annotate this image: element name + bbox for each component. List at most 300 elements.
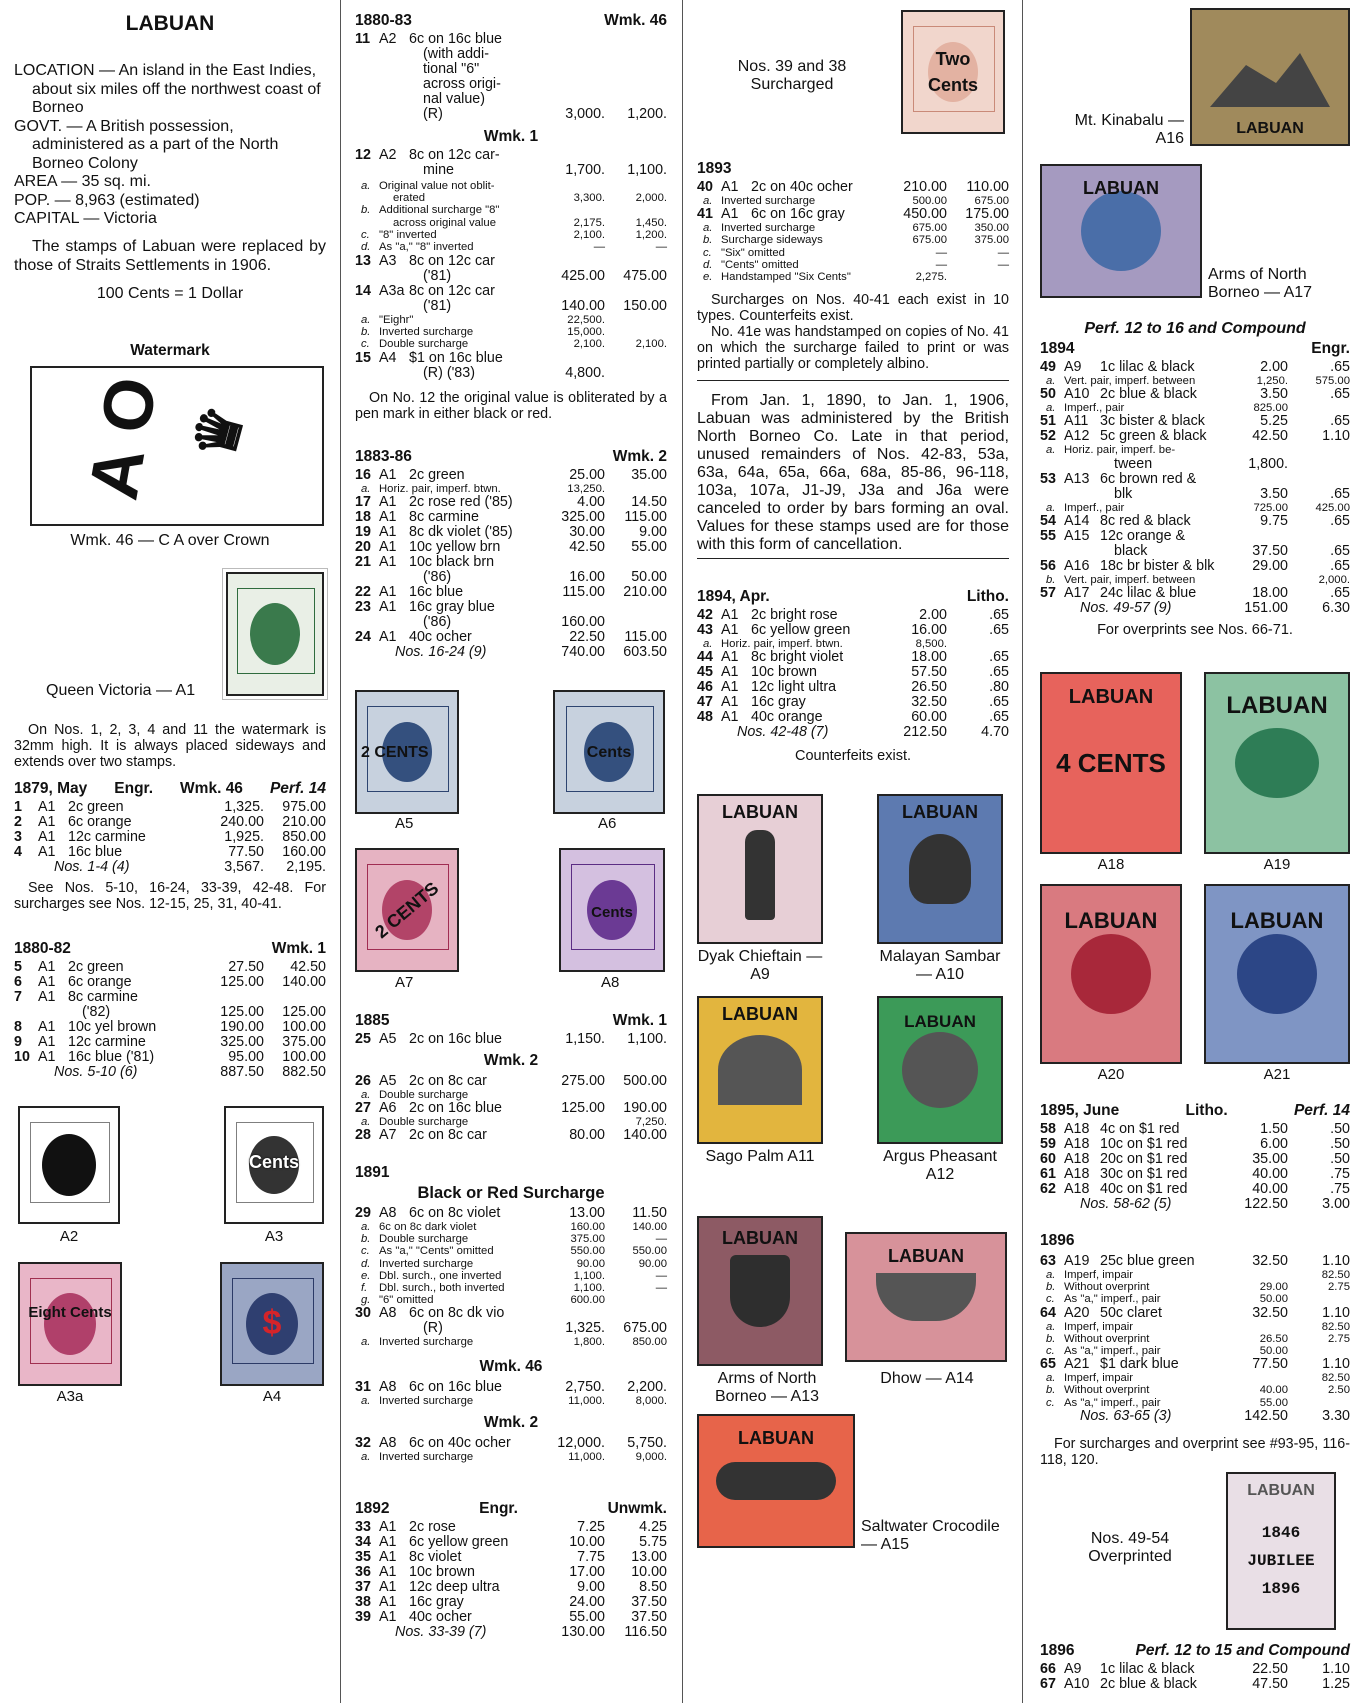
- description: 10c brown: [751, 665, 817, 681]
- table-row: [1040, 1152, 1350, 1167]
- unused-value: 1,325.: [224, 799, 264, 815]
- stamp-a9: [697, 794, 823, 944]
- a12-caption: Argus Pheasant A12: [883, 1148, 997, 1183]
- cat-no: 64: [1040, 1304, 1056, 1321]
- table-row: [1040, 586, 1350, 601]
- cat-no: a.: [1046, 402, 1056, 415]
- description: As "a," imperf., pair: [1064, 1293, 1161, 1306]
- design: A21: [1064, 1356, 1090, 1373]
- used-value: .75: [1330, 1181, 1350, 1197]
- unused-value: 30.00: [569, 524, 605, 541]
- used-value: .65: [1330, 413, 1350, 430]
- used-value: 140.00: [282, 974, 326, 990]
- design: A1: [379, 584, 397, 601]
- used-value: 11.50: [632, 1205, 667, 1221]
- cat-no: 50: [1040, 386, 1056, 403]
- cat-no: d.: [361, 1257, 371, 1270]
- table-row: [355, 254, 667, 269]
- description: 1c lilac & black: [1100, 360, 1195, 375]
- design: A1: [379, 1564, 397, 1580]
- description: 8c violet: [409, 1550, 462, 1565]
- crown-icon: ♛: [179, 397, 259, 468]
- unused-value: 10.00: [569, 1534, 605, 1550]
- design: A1: [379, 539, 397, 556]
- unused-value: [537, 555, 605, 570]
- table-13-15: [355, 254, 667, 381]
- cat-no: 38: [355, 1594, 371, 1610]
- sago-palm-icon: [718, 1035, 802, 1105]
- cat-no: e.: [703, 271, 713, 284]
- surcharge-text: Cents: [591, 904, 633, 921]
- info-area: AREA — 35 sq. mi.: [14, 173, 151, 190]
- issue-year: 1895, June: [1040, 1102, 1120, 1119]
- used-value: 550.00: [632, 1245, 667, 1258]
- unused-value: 9.00: [577, 1579, 605, 1595]
- table-row: [355, 1089, 667, 1101]
- info-pop: POP. — 8,963 (estimated): [14, 191, 200, 209]
- cat-no: 44: [697, 649, 713, 666]
- overprint-text: LABUAN: [1083, 178, 1159, 198]
- used-value: 175.00: [965, 206, 1009, 223]
- cat-no: 32: [355, 1435, 371, 1451]
- used-value: .65: [1330, 585, 1350, 602]
- table-row: [1040, 1321, 1350, 1333]
- issue-perf: Perf. 14: [1293, 1102, 1350, 1119]
- used-value: [1288, 472, 1350, 487]
- unused-value: 16.00: [911, 622, 947, 638]
- design: A1: [721, 649, 739, 666]
- cat-no: 2: [14, 814, 22, 830]
- unused-value: 40.00: [1252, 1166, 1288, 1182]
- used-value: .65: [1330, 557, 1350, 574]
- arms-crest-icon: [1237, 934, 1317, 1014]
- description: (R) ('83): [423, 365, 475, 381]
- table-row: [697, 695, 1009, 710]
- description: 6c orange: [68, 975, 132, 990]
- design: A1: [379, 1579, 397, 1595]
- unused-value: [1220, 1269, 1288, 1281]
- table-12-varieties: [355, 180, 667, 253]
- description: Inverted surcharge: [721, 195, 816, 207]
- a6-caption: A6: [598, 815, 617, 832]
- used-value: .65: [989, 607, 1009, 623]
- cat-no: [1040, 487, 1064, 502]
- used-value: [1288, 444, 1350, 456]
- variety-letter: c.: [361, 228, 370, 241]
- issue-1896-header: [1040, 1232, 1350, 1250]
- cat-no: b.: [703, 234, 713, 247]
- replaced-note: The stamps of Labuan were replaced by those of Straits Settlements in 1906.: [14, 238, 326, 274]
- used-value: 1,100.: [627, 162, 667, 178]
- used-value: 350.00: [974, 222, 1009, 235]
- description: 2c rose: [409, 1520, 456, 1535]
- total-row: [14, 860, 326, 875]
- description: 6c on 8c dark violet: [379, 1221, 477, 1233]
- total-row: [1040, 1197, 1350, 1212]
- table-row: [1040, 1182, 1350, 1197]
- issue-wmk: Wmk. 1: [271, 940, 326, 957]
- unused-value: 2.00: [1260, 359, 1288, 375]
- description: ('86): [423, 615, 452, 631]
- used-value: 1,100.: [627, 1031, 667, 1047]
- table-row: [1040, 559, 1350, 574]
- description: 2c green: [409, 468, 465, 483]
- description: Horiz. pair, imperf. btwn.: [379, 483, 501, 495]
- unused-value: 32.50: [1252, 1304, 1288, 1321]
- stamp-a3: [224, 1106, 324, 1224]
- used-value: [605, 254, 667, 269]
- unused-value: 50.00: [1259, 1345, 1288, 1358]
- unused-value: 3.50: [1260, 485, 1288, 502]
- used-value: .65: [989, 664, 1009, 681]
- unused-value: 29.00: [1252, 557, 1288, 574]
- description: 10c yel brown: [68, 1020, 157, 1035]
- description: 12c orange &: [1100, 528, 1186, 544]
- a9-caption: Dyak Chieftain — A9: [697, 948, 823, 983]
- total-row: [355, 645, 667, 660]
- column-1: [14, 0, 326, 1703]
- cat-no: 19: [355, 524, 371, 541]
- stamp-jubilee: [1226, 1472, 1336, 1630]
- overprint-text: LABUAN: [1064, 908, 1158, 933]
- description: 2c on 16c blue: [409, 1032, 502, 1047]
- unused-value: 40.00: [1252, 1181, 1288, 1197]
- table-row: [14, 845, 326, 860]
- description: ('82): [82, 1005, 111, 1020]
- unused-value: 3,300.: [573, 192, 605, 205]
- unused-value: 37.50: [1252, 542, 1288, 559]
- unused-value: [1220, 1321, 1288, 1333]
- used-value: 100.00: [282, 1049, 326, 1065]
- table-row: [1040, 1372, 1350, 1384]
- overprint-text: LABUAN: [722, 1004, 798, 1024]
- cat-no: 48: [697, 709, 713, 726]
- unused-value: 1,800.: [573, 1336, 605, 1349]
- unused-value: 450.00: [903, 206, 947, 223]
- cat-no: [1040, 544, 1064, 559]
- total-used: 3.30: [1322, 1407, 1350, 1424]
- table-row: [355, 468, 667, 483]
- overprint-text: LABUAN: [722, 1228, 798, 1248]
- used-value: [605, 1294, 667, 1306]
- unused-value: 725.00: [1253, 501, 1288, 514]
- table-row: [355, 1074, 667, 1089]
- cat-no: b.: [1046, 573, 1056, 586]
- design: A1: [379, 629, 397, 646]
- design: [1064, 457, 1100, 472]
- used-value: .65: [1330, 485, 1350, 502]
- description: 2c bright rose: [751, 608, 838, 623]
- a15-caption: Saltwater Crocodile — A15: [861, 1518, 1000, 1553]
- stamp-two-cents: [901, 10, 1005, 134]
- description: 4c on $1 red: [1100, 1122, 1180, 1137]
- cat-no: 57: [1040, 585, 1056, 602]
- stamp-a7: [355, 848, 459, 972]
- description: 2c rose red ('85): [409, 495, 513, 511]
- unused-value: [537, 180, 605, 192]
- description: Without overprint: [1064, 1332, 1150, 1345]
- design: A2: [379, 31, 397, 47]
- table-row: [1040, 1254, 1350, 1269]
- variety-letter: [355, 192, 379, 204]
- used-value: 1.10: [1322, 1304, 1350, 1321]
- unused-value: [537, 204, 605, 216]
- unused-value: 2,100.: [573, 228, 605, 241]
- cat-no: 51: [1040, 413, 1056, 430]
- table-row: [355, 1610, 667, 1625]
- table-row: [355, 1321, 667, 1336]
- table-1883: [355, 468, 667, 660]
- used-value: 2,200.: [627, 1379, 667, 1395]
- cat-no: a.: [361, 1395, 371, 1407]
- cat-no: 7: [14, 989, 22, 1005]
- cat-no: 21: [355, 554, 371, 571]
- total-label: Nos. 49-57 (9): [1080, 601, 1172, 617]
- design: A3: [379, 253, 397, 269]
- stamp-a5: [355, 690, 459, 814]
- table-row: [1040, 429, 1350, 444]
- stamp-a21: [1204, 884, 1350, 1064]
- unused-value: 25.00: [569, 467, 605, 483]
- description: Horiz. pair, imperf. be-: [1064, 444, 1176, 457]
- unused-value: 1,250.: [1256, 375, 1288, 387]
- description: 5c green & black: [1100, 429, 1207, 445]
- issue-year: 1883-86: [355, 448, 412, 465]
- description: 10c yellow brn: [409, 540, 501, 556]
- unused-value: 13,250.: [567, 483, 605, 495]
- issue-year: 1896: [1040, 1232, 1075, 1249]
- a1-caption: Queen Victoria — A1: [46, 682, 196, 699]
- issue-1879-header: [14, 780, 326, 798]
- unused-value: 115.00: [562, 584, 605, 601]
- a7-caption: A7: [395, 974, 414, 991]
- cat-no: 52: [1040, 428, 1056, 445]
- table-row: [355, 570, 667, 585]
- used-value: .65: [989, 709, 1009, 726]
- design: A18: [1064, 1151, 1090, 1167]
- cat-no: 46: [697, 679, 713, 696]
- cat-no: 55: [1040, 527, 1056, 544]
- cat-no: c.: [703, 246, 712, 259]
- issue-year: 1880-83: [355, 12, 412, 29]
- description: 16c gray: [751, 695, 806, 711]
- unused-value: 2,750.: [565, 1379, 605, 1395]
- unused-value: 1.50: [1260, 1121, 1288, 1137]
- design: A1: [38, 974, 56, 990]
- surcharge-text: 2 CENTS: [371, 877, 443, 942]
- desc-line: 8c on 12c car-: [409, 148, 500, 163]
- unused-value: 190.00: [220, 1019, 264, 1035]
- used-value: [605, 314, 667, 326]
- issue-method: Engr.: [1311, 340, 1350, 357]
- cat-no: a.: [703, 222, 713, 235]
- a8-caption: A8: [601, 974, 620, 991]
- unused-value: 42.50: [569, 539, 605, 556]
- table-32: [355, 1436, 667, 1463]
- wmk-letters: A O: [73, 371, 172, 505]
- issue-year: 1892: [355, 1500, 390, 1517]
- description: 30c on $1 red: [1100, 1167, 1188, 1182]
- unused-value: 50.00: [1259, 1293, 1288, 1306]
- design: A6: [379, 1100, 397, 1117]
- table-row: [355, 1116, 667, 1128]
- cat-no: 42: [697, 607, 713, 623]
- unused-value: 9.75: [1260, 512, 1288, 529]
- total-used: 116.50: [624, 1624, 667, 1640]
- cat-no: c.: [361, 1245, 370, 1258]
- unused-value: 325.00: [561, 509, 605, 526]
- used-value: [1288, 457, 1350, 472]
- column-2: [355, 0, 667, 1703]
- table-row: [1040, 387, 1350, 402]
- cat-no: a.: [361, 1221, 371, 1233]
- used-value: [605, 600, 667, 615]
- unused-value: 500.00: [912, 195, 947, 207]
- divider: [697, 380, 1009, 381]
- variety-letter: a.: [361, 314, 371, 326]
- design: A13: [1064, 470, 1090, 487]
- unused-value: 125.00: [220, 1004, 264, 1020]
- used-value: 375.00: [974, 234, 1009, 247]
- unused-value: 600.00: [570, 1294, 605, 1307]
- unused-value: —: [935, 258, 947, 271]
- unused-value: 1,100.: [573, 1269, 605, 1282]
- design: A1: [379, 599, 397, 616]
- cat-no: e.: [361, 1269, 371, 1282]
- see-note-1879: See Nos. 5-10, 16-24, 33-39, 42-48. For surcharges see Nos. 12-15, 25, 31, 40-41.: [14, 880, 326, 912]
- design: A1: [721, 179, 739, 195]
- design: A1: [379, 554, 397, 571]
- unused-value: 8,500.: [915, 638, 947, 650]
- used-value: 13.00: [631, 1549, 667, 1565]
- description: 6c on 8c dk vio: [409, 1306, 505, 1322]
- issue-1880-header: [14, 940, 326, 958]
- unused-value: 210.00: [903, 179, 947, 195]
- issue-wmk: Wmk. 2: [612, 448, 667, 465]
- total-unused: 3,567.: [224, 859, 264, 875]
- used-value: .80: [989, 679, 1009, 696]
- total-used: 882.50: [282, 1064, 326, 1080]
- table-row: [355, 284, 667, 299]
- design: A1: [38, 814, 56, 830]
- table-row: [1040, 544, 1350, 559]
- issue-1885-header: [355, 1012, 667, 1030]
- description: 40c ocher: [409, 1610, 472, 1625]
- total-row: [14, 1065, 326, 1080]
- used-value: 190.00: [623, 1100, 667, 1117]
- cat-no: 10: [14, 1049, 30, 1065]
- design: A1: [379, 1519, 397, 1535]
- table-row: [14, 800, 326, 815]
- used-value: 110.00: [966, 179, 1009, 195]
- description: ('81): [423, 269, 452, 284]
- unused-value: 125.00: [220, 974, 264, 990]
- surcharge-text: Cents: [248, 1152, 299, 1172]
- cat-no: 23: [355, 599, 371, 616]
- variety-letter: b.: [361, 326, 371, 339]
- wmk-46-subhead: Wmk. 46: [479, 1358, 543, 1375]
- table-row: [355, 1395, 667, 1407]
- table-1893: [697, 180, 1009, 283]
- stamp-a20: [1040, 884, 1182, 1064]
- used-value: [947, 271, 1009, 283]
- unused-value: 275.00: [561, 1073, 605, 1089]
- description: blk: [1114, 486, 1133, 502]
- table-row: [1040, 1384, 1350, 1396]
- cat-no: a.: [361, 1336, 371, 1349]
- total-label: Nos. 1-4 (4): [54, 860, 130, 875]
- cat-no: d.: [703, 258, 713, 271]
- used-value: —: [655, 1269, 667, 1282]
- unused-value: 15,000.: [567, 326, 605, 339]
- description: 6c yellow green: [751, 623, 851, 638]
- unused-value: [537, 284, 605, 299]
- issue-method: Litho.: [966, 588, 1009, 605]
- overprint-text: LABUAN: [888, 1246, 964, 1266]
- desc-line: 6c on 16c blue: [409, 32, 502, 47]
- used-value: 82.50: [1321, 1269, 1350, 1281]
- description: "6" omitted: [379, 1294, 434, 1307]
- used-value: 14.50: [631, 494, 667, 511]
- unused-value: 12,000.: [557, 1435, 605, 1451]
- cat-no: 28: [355, 1127, 371, 1144]
- unused-value: 22,500.: [567, 314, 605, 326]
- description: 12c light ultra: [751, 680, 837, 696]
- design: A18: [1064, 1136, 1090, 1152]
- stamp-a10: [877, 794, 1003, 944]
- desc-line: mine: [423, 162, 454, 178]
- stamp-a4: [220, 1262, 324, 1386]
- unused-value: 3,000.: [565, 106, 605, 122]
- used-value: [605, 1306, 667, 1321]
- row-12: [355, 148, 667, 178]
- used-value: 150.00: [623, 298, 667, 314]
- info-govt: GOVT. — A British possession, administered as a part of the North Borneo Colony: [14, 117, 279, 172]
- used-value: 140.00: [623, 1127, 667, 1144]
- stamp-a19: [1204, 672, 1350, 854]
- jubilee-year-1: 1846: [1261, 1524, 1301, 1542]
- overprint-text: LABUAN: [904, 1012, 976, 1031]
- design: A3a: [379, 283, 405, 299]
- design: [379, 269, 409, 284]
- stamp-a6: [553, 690, 665, 814]
- used-value: .65: [1330, 386, 1350, 403]
- issue-wmk: Unwmk.: [607, 1500, 667, 1517]
- variety-row: [355, 314, 667, 326]
- table-row: [355, 1380, 667, 1395]
- cat-no: 12: [355, 147, 371, 163]
- design: [379, 570, 409, 585]
- wmk-2b-subhead: Wmk. 2: [483, 1414, 539, 1431]
- design: A8: [379, 1205, 397, 1221]
- cat-no: 3: [14, 829, 22, 845]
- total-label: Nos. 42-48 (7): [737, 725, 829, 741]
- design: A4: [379, 349, 397, 366]
- description: 2c green: [68, 800, 124, 815]
- cat-no: a.: [1046, 375, 1056, 387]
- issue-1895-header: [1040, 1102, 1350, 1120]
- description: As "a," imperf., pair: [1064, 1396, 1161, 1409]
- used-value: 210.00: [282, 814, 326, 830]
- design: A14: [1064, 512, 1090, 529]
- table-row: [355, 1451, 667, 1463]
- used-value: —: [655, 1282, 667, 1295]
- unused-value: 11,000.: [568, 1451, 605, 1463]
- design: A1: [721, 694, 739, 711]
- used-value: [605, 351, 667, 366]
- design: A12: [1064, 428, 1090, 445]
- unused-value: 60.00: [911, 709, 947, 726]
